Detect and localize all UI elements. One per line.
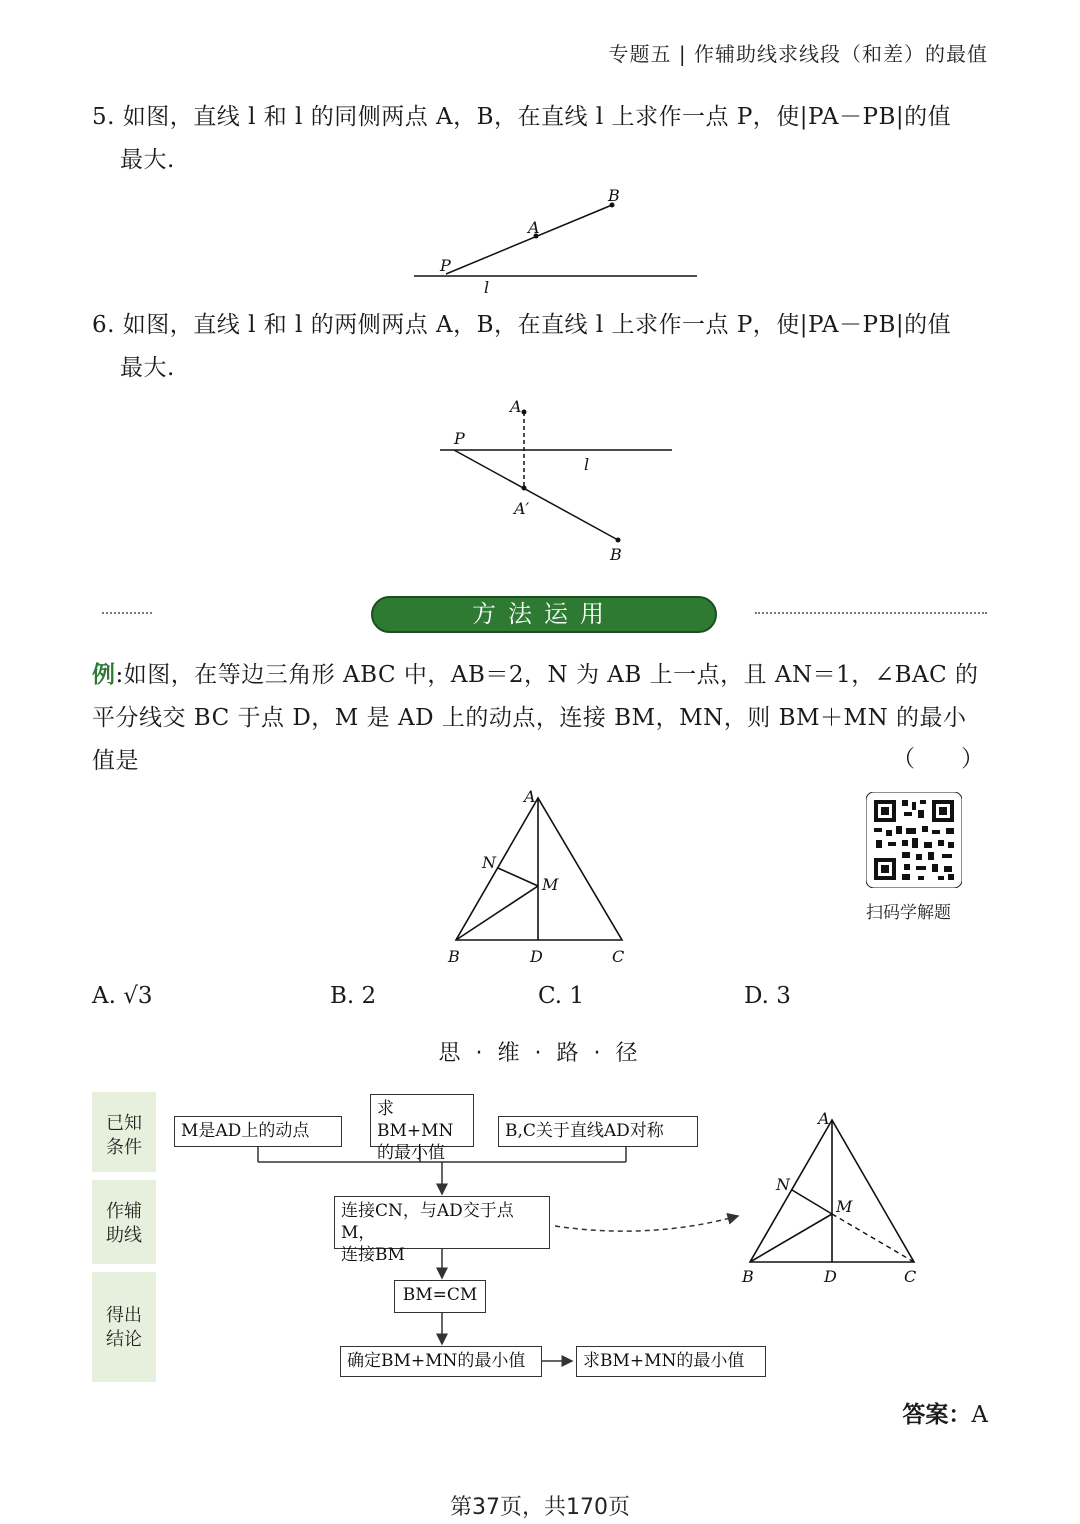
option-c[interactable]: C. 1 <box>538 983 585 1009</box>
tag-line: 已知 <box>106 1113 142 1134</box>
figure-q5 <box>400 185 710 300</box>
label-a: A <box>510 397 522 416</box>
page-header: 专题五 | 作辅助线求线段（和差）的最值 <box>608 42 988 66</box>
page-footer: 第37页，共170页 <box>450 1495 630 1520</box>
tag-auxiliary-line <box>92 1180 156 1264</box>
qr-code-icon[interactable] <box>866 792 962 888</box>
label-m: M <box>542 875 559 894</box>
thinking-path-title: 思 · 维 · 路 · 径 <box>438 1041 642 1066</box>
segment-bm <box>456 886 538 940</box>
box-auxiliary <box>334 1196 550 1265</box>
box-aux-line: 连接CN，与AD交于点M， <box>341 1201 514 1243</box>
box-symmetry: B,C关于直线AD对称 <box>498 1116 698 1147</box>
section-banner: 方法运用 <box>371 596 717 633</box>
option-a[interactable]: A. √3 <box>92 983 153 1009</box>
tag-known-conditions <box>92 1092 156 1172</box>
option-d[interactable]: D. 3 <box>744 983 791 1009</box>
box-goal-line: 求BM+MN <box>377 1099 454 1141</box>
label-a-prime: A′ <box>514 499 530 518</box>
question-6-line-1: 6. 如图，直线 l 和 l 的两侧两点 A，B，在直线 l 上求作一点 P，使|PA－PB|的值 <box>92 312 952 338</box>
example-line-1 <box>92 654 992 697</box>
figure-q6 <box>430 392 690 572</box>
tag-line: 条件 <box>106 1137 142 1158</box>
point-a-prime <box>522 486 527 491</box>
line-pb <box>446 205 612 274</box>
label-a: A <box>818 1109 830 1128</box>
box-aux-line: 连接BM <box>341 1245 405 1265</box>
answer-value: A <box>971 1402 988 1428</box>
tag-line: 助线 <box>106 1225 142 1246</box>
label-b: B <box>608 186 620 205</box>
label-a: A <box>528 218 540 237</box>
label-b: B <box>742 1267 754 1286</box>
figure-flow-triangle <box>730 1100 930 1290</box>
label-m: M <box>836 1197 853 1216</box>
tag-line: 结论 <box>106 1329 142 1350</box>
label-n: N <box>482 853 496 872</box>
box-determine-min: 确定BM+MN的最小值 <box>340 1346 542 1377</box>
label-d: D <box>530 947 543 966</box>
segment-nm <box>792 1190 832 1214</box>
dotted-rule-right <box>755 612 987 614</box>
label-b: B <box>610 545 622 564</box>
question-5-line-1: 5. 如图，直线 l 和 l 的同侧两点 A，B，在直线 l 上求作一点 P，使|PA－PB|的值 <box>92 104 952 130</box>
label-l: l <box>584 455 590 474</box>
segment-bm <box>750 1214 832 1262</box>
example-label: 例 <box>92 662 116 688</box>
example-line-1-text: :如图，在等边三角形 ABC 中，AB＝2，N 为 AB 上一点，且 AN＝1，∠BAC 的 <box>115 662 979 688</box>
dotted-rule-left <box>102 612 152 614</box>
box-goal-line: 的最小值 <box>377 1143 445 1163</box>
tag-line: 作辅 <box>106 1201 142 1222</box>
label-c: C <box>612 947 625 966</box>
question-6-line-2: 最大. <box>120 355 175 381</box>
label-c: C <box>904 1267 917 1286</box>
line-pb <box>454 450 618 540</box>
label-l: l <box>484 278 490 297</box>
option-b[interactable]: B. 2 <box>330 983 377 1009</box>
box-goal <box>370 1094 474 1163</box>
tag-line: 得出 <box>106 1305 142 1326</box>
example-problem <box>92 654 992 783</box>
answer-label: 答案： <box>902 1402 972 1428</box>
label-p: P <box>440 256 451 275</box>
box-bm-eq-cm: BM=CM <box>394 1280 486 1313</box>
point-b <box>616 538 621 543</box>
box-known-condition: M是AD上的动点 <box>174 1116 342 1147</box>
triangle-abc <box>456 798 622 940</box>
example-line-2: 平分线交 BC 于点 D，M 是 AD 上的动点，连接 BM，MN，则 BM＋MN 的最小 <box>92 705 967 731</box>
label-p: P <box>454 429 465 448</box>
tag-conclusion <box>92 1272 156 1382</box>
figure-example <box>440 784 640 970</box>
question-6 <box>92 304 992 390</box>
question-5-line-2: 最大. <box>120 147 175 173</box>
box-find-min: 求BM+MN的最小值 <box>576 1346 766 1377</box>
answer-blank: （ ） <box>892 746 984 772</box>
segment-nm <box>498 868 538 886</box>
question-5 <box>92 96 992 182</box>
label-a: A <box>524 787 536 806</box>
answer <box>902 1396 988 1429</box>
label-b: B <box>448 947 460 966</box>
qr-label: 扫码学解题 <box>866 903 951 923</box>
point-a <box>522 410 527 415</box>
label-n: N <box>776 1175 790 1194</box>
segment-mc-dashed <box>832 1214 914 1262</box>
label-d: D <box>824 1267 837 1286</box>
example-line-3: 值是 <box>92 748 139 774</box>
